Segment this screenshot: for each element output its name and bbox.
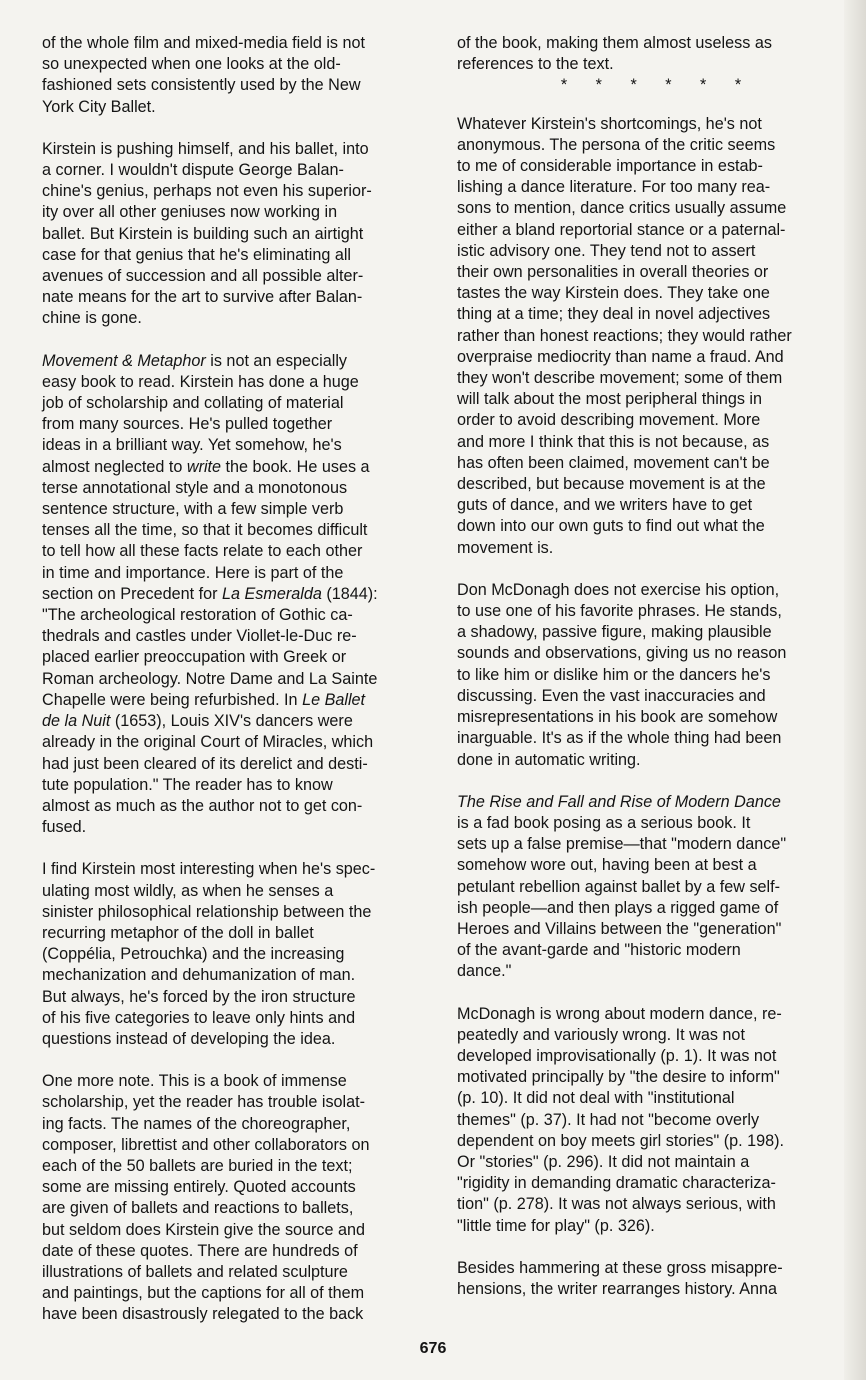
paragraph: Kirstein is pushing himself, and his ballet, into a corner. I wouldn't dispute George Balan- chine's genius, perhaps not even his superior- ity over all other geniuses now working in ballet. But Kirstein is building such an airtight case for that genius that he's eliminating all avenues of succession and all possible alter- nate means for the art to survive after Balan- chine is gone. <box>42 139 372 328</box>
left-column <box>42 33 420 1326</box>
text-run: (1844): "The archeological restoration of Gothic ca- thedrals and castles under Viollet-le-Duc re- placed earlier preoccupation with Greek or Roman archeology. Notre Dame and La Sainte Chapelle were being refurbished. In <box>42 584 378 709</box>
paragraph: Besides hammering at these gross misappre- hensions, the writer rearranges history. Anna <box>457 1258 783 1298</box>
paragraph: Whatever Kirstein's shortcomings, he's not anonymous. The persona of the critic seems to me of considerable importance in estab- lishing a dance literature. For too many rea- sons to mention, dance critics usually assume either a bland reportorial stance or a paternal- istic advisory one. They tend not to assert their own personalities in overall theories or tastes the way Kirstein does. They take one thing at a time; they deal in novel adjectives rather than honest reactions; they would rather overpraise mediocrity than name a fraud. And they won't describe movement; some of them will talk about the most peripheral things in order to avoid describing movement. More and more I think that this is not because, as has often been claimed, movement can't be described, but because movement is at the guts of dance, and we writers have to get down into our own guts to find out what the movement is. <box>457 114 792 557</box>
paragraph: I find Kirstein most interesting when he's spec- ulating most wildly, as when he senses a sinister philosophical relationship between the recurring metaphor of the doll in ballet (Coppélia, Petrouchka) and the increasing mechanization and dehumanization of man. But always, he's forced by the iron structure of his five categories to leave only hints and questions instead of developing the idea. <box>42 860 376 1048</box>
book-title: Movement & Metaphor <box>42 351 206 370</box>
section-separator: * * * * * * <box>560 76 754 95</box>
text-run: the book. He uses a terse annotational style and a monotonous sentence structure, with a few simple verb tenses all the time, so that it becomes difficult to tell how all these facts relate to each other in time and importance. Here is part of the section on Precedent for <box>42 457 370 603</box>
paragraph: of the whole film and mixed-media field is not so unexpected when one looks at the old- fashioned sets consistently used by the New York City Ballet. <box>42 34 366 116</box>
text-run: is a fad book posing as a serious book. It sets up a false premise—that "modern dance" somehow wore out, having been at best a petulant rebellion against ballet by a few self- ish people—and then plays a rigged game of Heroes and Villains between the "generation" of the avant-garde and "historic modern dance." <box>457 813 787 981</box>
paragraph: Don McDonagh does not exercise his option, to use one of his favorite phrases. He stands, a shadowy, passive figure, making plausible sounds and observations, giving us no reason to like him or dislike him or the dancers he's discussing. Even the vast inaccuracies and misrepresentations in his book are somehow inarguable. It's as if the whole thing had been done in automatic writing. <box>457 580 787 769</box>
paragraph <box>42 351 420 839</box>
ballet-title: Le Ballet de la Nuit <box>42 690 366 731</box>
text-run: is not an especially easy book to read. Kirstein has done a huge job of scholarship and collating of material from many sources. He's pulled together ideas in a brilliant way. Yet somehow, he's almost neglected to <box>42 351 359 476</box>
ballet-title: La Esmeralda <box>221 584 322 603</box>
book-title: The Rise and Fall and Rise of Modern Dance <box>457 792 781 811</box>
paragraph: One more note. This is a book of immense scholarship, yet the reader has trouble isolat- ing facts. The names of the choreographer, composer, librettist and other collaborators on each of the 50 ballets are buried in the text; some are missing entirely. Quoted accounts are given of ballets and reactions to ballets, but seldom does Kirstein give the source and date of these quotes. There are hundreds of illustrations of ballets and related sculpture and paintings, but the captions for all of them have been disastrously relegated to the back <box>42 1072 370 1324</box>
page-edge-shadow <box>844 0 866 1380</box>
paragraph: McDonagh is wrong about modern dance, re- peatedly and variously wrong. It was not developed improvisationally (p. 1). It was not motivated principally by "the desire to inform" (p. 10). It did not deal with "institutional themes" (p. 37). It had not "become overly dependent on boy meets girl stories" (p. 198). Or "stories" (p. 296). It did not maintain a "rigidity in demanding dramatic characteriza- tion" (p. 278). It was not always serious, with "little time for play" (p. 326). <box>457 1004 784 1235</box>
text-run: (1653), Louis XIV's dancers were already in the original Court of Miracles, which had just been cleared of its derelict and desti- tute population." The reader has to know almost as much as the author not to get con- fused. <box>42 712 374 837</box>
right-column <box>457 33 837 1300</box>
emphasis: write <box>186 457 222 476</box>
page-number: 676 <box>419 1340 447 1357</box>
paragraph: of the book, making them almost useless as references to the text. <box>457 34 772 74</box>
paragraph <box>457 792 837 983</box>
